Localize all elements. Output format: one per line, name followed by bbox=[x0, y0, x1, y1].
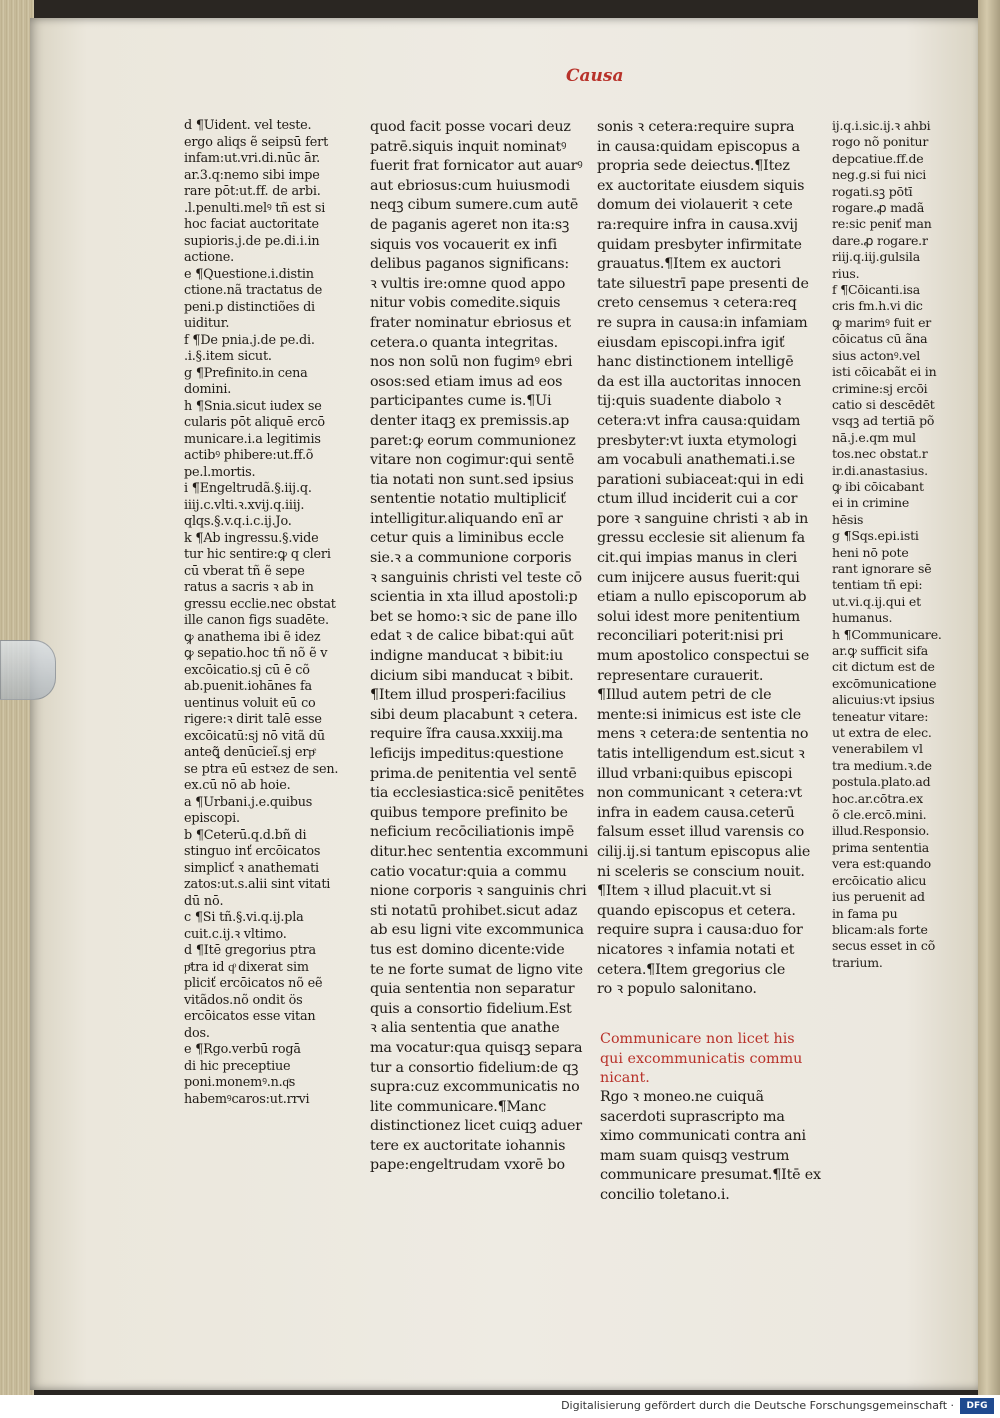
dfg-logo: DFG bbox=[960, 1398, 994, 1414]
footer-bar bbox=[0, 1395, 1000, 1418]
text-column-2: sonis ꝛ cetera:require supra in causa:quidam episcopus a propria sede deiectus.¶Itez ex auctoritate eiusdem siquis domum dei violauerit ꝛ cete ra:require infra in causa.xvij quidam presbyter infirmitate grauatus.¶Item ex auctori tate siluestrī pape presenti de creto censemus ꝛ cetera:req re supra in causa:in infamiam eiusdam episcopi.infra igiť hanc distinctionem intelligē da est illa auctoritas innocen tij:quis suadente diabolo ꝛ cetera:vt infra causa:quidam presbyter:vt iuxta etymologi am vocabuli anathemati.i.se parationi subiaceat:qui in edi ctum illud inciderit cui a cor pore ꝛ sanguine christi ꝛ ab in gressu ecclesie sit alienum fa cit.qui impias manus in cleri cum inijcere ausus fuerit:qui etiam a nullo episcoporum ab solui idest more penitentium reconciliari poterit:nisi pri mum apostolico conspectui se representare curauerit. ¶Illud autem petri de cle mente:si inimicus est iste cle mens ꝛ cetera:de sententia no tatis intelligendum est.sicut ꝛ illud vrbani:quibus episcopi non communicant ꝛ cetera:vt infra in eadem causa.ceterū falsum esset illud varensis co cilij.ij.si tantum episcopus alie ni sceleris se conscium nouit. ¶Item ꝛ illud placuit.vt si quando episcopus et cetera. require supra i causa:duo for nicatores ꝛ infamia notati et cetera.¶Item gregorius cle ro ꝛ populo salonitano. bbox=[597, 119, 811, 998]
gloss-column-left: d ¶Uident. vel teste. ergo aliqs ẽ seipsū fert infam:ut.vri.di.nūc ār. ar.3.q:nemo sibi impe rare pōt:ut.ff. de arbi. .l.penulti.melꝰ tñ est si hoc faciat auctoritate supioris.j.de pe.di.i.in actione. e ¶Questione.i.distin ctione.nã tractatus de peni.p distinctiões di uiditur. f ¶De pnia.j.de pe.di. .i.§.item sicut. g ¶Prefinito.in cena domini. h ¶Snia.sicut iudex se cularis pōt aliquē ercō municare.i.a legitimis actibꝰ phibere:ut.ff.õ pe.l.mortis. i ¶Engeltrudã.§.iij.q. iiij.c.vlti.ꝛ.xvij.q.iiij. qlqs.§.v.q.i.c.ij.Jo. k ¶Ab ingressu.§.vide tur hic sentire:ꝙ q cleri cū vberat tñ ẽ sepe ratus a sacris ꝛ ab in gressu ecclie.nec obstat ille canon figs suadēte. ꝙ anathema ibi ẽ idez ꝙ sepatio.hoc tñ nõ ẽ v excōicatio.sj cū ē cõ ab.puenit.iohānes fa uentinus voluit eū co rigere:ꝛ dirit talē esse excōicatū:sj nō vitã dū anteꝗ̃ denūcieĩ.sj erpͤ se ptra eū estꝛez de sen. ex.cū nō ab hoie. a ¶Urbani.j.e.quibus episcopi. b ¶Ceterū.q.d.bñ di stinguo inť ercōicatos simplicť ꝛ anathemati zatos:ut.s.alii sint vitati dū nō. c ¶Si tñ.§.vi.q.ij.pla cuit.c.ij.ꝛ vltimo. d ¶Itē gregorius ptra pͤtra id qͦ dixerat sim pliciť ercōicatos nõ eẽ vitãdos.nõ ondit ös ercōicatos esse vitan dos. e ¶Rgo.verbū rogā di hic preceptiue poni.monemꝰ.n.qͦs habemꝰcaros:ut.rrvi bbox=[184, 118, 339, 1107]
text-column-1: quod facit posse vocari deuz patrē.siquis inquit nominatꝰ fuerit frat fornicator aut auarꝰ aut ebriosus:cum huiusmodi neqꝫ cibum sumere.cum autē de paganis ageret non ita:sꝫ siquis vos vocauerit ex infi delibus paganos significans: ꝛ vultis ire:omne quod appo nitur vobis comedite.siquis frater nominatur ebriosus et cetera.o quanta integritas. nos non solū non fugimꝰ ebri osos:sed etiam imus ad eos participantes cume is.¶Ui denter itaqꝫ ex premissis.ap paret:ꝙ eorum communionez vitare non cogimur:qui sentē tia notati non sunt.sed ipsius sententie notatio multipliciť intelligitur.aliquando enī ar cetur quis a liminibus eccle sie.ꝛ a communione corporis ꝛ sanguinis christi vel teste cō scientia in xta illud apostoli:p bet se homo:ꝛ sic de pane illo edat ꝛ de calice bibat:qui aūt indigne manducat ꝛ bibit:iu dicium sibi manducat ꝛ bibit. ¶Item illud prosperi:facilius sibi deum placabunt ꝛ cetera. require ĩfra causa.xxxiij.ma leficijs impeditus:questione prima.de penitentia vel sentē tia ecclesiastica:sicē penitētes quibus tempore prefinito be neficium recōciliationis impē ditur.hec sententia excommuni catio vocatur:quia a commu nione corporis ꝛ sanguinis chri sti notatū prohibet.sicut adaz ab esu ligni vite excommunica tus est domino dicente:vide te ne forte sumat de ligno vite quia sententia non separatur quis a consortio fidelium.Est ꝛ alia sententia que anathe ma vocatur:qua quisqꝫ separa tur a consortio fidelium:de qꝫ supra:cuz excommunicatis no lite communicare.¶Manc distinctionez licet cuiqꝫ aduer tere ex auctoritate iohannis pape:engeltrudam vxorē bo bbox=[370, 119, 588, 1174]
binding-edge bbox=[978, 0, 1000, 1395]
page-clip bbox=[0, 640, 56, 700]
text-column-2-tail: Rgo ꝛ moneo.ne cuiquã sacerdoti suprascripto ma ximo communicati contra ani mam suam quisqꝫ vestrum communicare presumat.¶Itē ex concilio toletano.i. bbox=[600, 1089, 821, 1203]
funding-credit: Digitalisierung gefördert durch die Deutsche Forschungsgemeinschaft · bbox=[561, 1399, 954, 1412]
rubric-heading: Communicare non licet his qui excommunicatis commu nicant. bbox=[600, 1031, 803, 1087]
running-header: Causa bbox=[566, 66, 624, 86]
gloss-column-right: ij.q.i.sic.ij.ꝛ ahbi rogo nõ ponitur depcatiue.ff.de neg.g.si fui nici rogati.sꝫ pōtī rogare.ꝓ madã re:sic peniť man dare.ꝓ rogare.r riij.q.iij.gulsila rius. f ¶Cōicanti.isa cris fm.h.vi dic ꝙ marimꝰ fuit er cōicatus cū ãna sius actonꝰ.vel isti cōicabãt ei in crimine:sj ercōi catio si descēdēt vsqꝫ ad tertiā põ nā.j.e.qm mul tos.nec obstat.r ir.di.anastasius. ꝙ ibi cōicabant ei in crimine hēsis g ¶Sqs.epi.isti heni nō pote rant ignorare sē tentiam tñ epi: ut.vi.q.ij.qui et humanus. h ¶Communicare. ar.ꝙ sufficit sifa cit dictum est de excōmunicatione alicuius:vt ipsius teneatur vitare: ut extra de elec. venerabilem vl tra medium.ꝛ.de postula.plato.ad hoc.ar.cōtra.ex õ cle.ercō.mini. illud.Responsio. prima sententia vera est:quando ercōicatio alicu ius peruenit ad in fama pu blicam:als forte secus esset in cõ trarium. bbox=[832, 118, 942, 970]
